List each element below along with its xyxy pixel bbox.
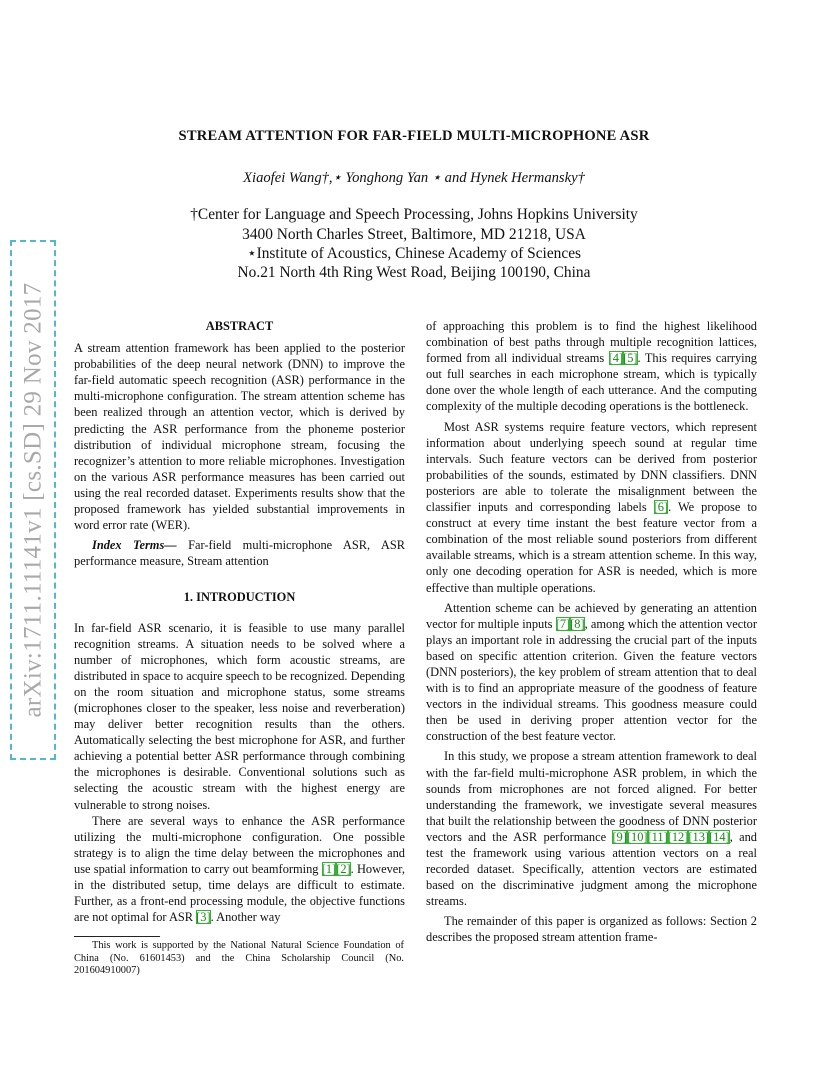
citation-link[interactable]: [11] <box>647 829 668 844</box>
affiliation-line: No.21 North 4th Ring West Road, Beijing 100190, China <box>237 264 591 281</box>
text-span: There are several ways to enhance the ASR performance utilizing the multi-microphone configuration. One possible strategy is to align the time delay between the microphones and use spatial information to carry out beamforming <box>74 813 405 876</box>
affiliation-line: †Center for Language and Speech Processing, Johns Hopkins University <box>190 206 638 223</box>
text-span: . This requires carrying out full searches in each microphone stream, which is typically done over the whole length of each utterance. And the computing complexity of the multiple decoding operations is the bottleneck. <box>426 351 757 414</box>
paragraph <box>426 419 757 596</box>
paper-title: STREAM ATTENTION FOR FAR-FIELD MULTI-MICROPHONE ASR <box>178 128 650 144</box>
text-span: , and test the framework using various attention vectors on a real recorded dataset. Specifically, attention vectors are estimated based on the discriminative judgment among the microphone streams. <box>426 829 757 909</box>
index-terms-text: Far-field multi-microphone ASR, ASR performance measure, Stream attention <box>74 538 405 569</box>
right-column <box>426 318 757 946</box>
citation-link[interactable]: [7] <box>555 616 571 631</box>
footnote-rule <box>74 936 160 937</box>
citation-link[interactable]: [2] <box>336 861 351 876</box>
citation-link[interactable]: [10] <box>626 829 648 844</box>
affiliation-line: 3400 North Charles Street, Baltimore, MD 21218, USA <box>242 226 586 243</box>
paragraph <box>426 318 757 415</box>
paper-authors: Xiaofei Wang†,⋆ Yonghong Yan ⋆ and Hynek Hermansky† <box>243 170 585 186</box>
index-terms <box>74 537 405 569</box>
citation-link[interactable]: [5] <box>623 351 638 366</box>
citation-link[interactable]: [13] <box>688 829 710 844</box>
left-column <box>74 318 405 925</box>
arxiv-stamp <box>10 240 56 760</box>
citation-link[interactable]: [9] <box>612 829 627 844</box>
citation-link[interactable]: [8] <box>570 616 585 631</box>
citation-link[interactable]: [12] <box>667 829 689 844</box>
text-span: of approaching this problem is to find the highest likelihood combination of best paths through multiple recognition lattices, formed from all individual streams <box>426 319 757 366</box>
footnote-text: This work is supported by the National Natural Science Foundation of China (No. 61601453) and the China Scholarship Council (No. 201604910007) <box>74 940 404 977</box>
abstract-text: A stream attention framework has been applied to the posterior probabilities of the deep neural network (DNN) to improve the far-field automatic speech recognition (ASR) performance in the multi-microphone configuration. The stream attention scheme has been realized through an attention vector, which is derived by predicting the ASR performance from the phoneme posterior distribution of individual microphone stream, focusing the recognizer’s attention to more reliable microphones. Investigation on the various ASR performance measures has been carried out using the real recorded dataset. Experiments results show that the proposed framework has yielded substantial improvements in word error rate (WER). <box>74 341 405 533</box>
affiliation-line: ⋆Institute of Acoustics, Chinese Academy of Sciences <box>246 245 582 262</box>
intro-paragraph-2 <box>74 813 405 926</box>
citation-link[interactable]: [1] <box>321 861 337 876</box>
intro-paragraph-1: In far-field ASR scenario, it is feasible to use many parallel recognition streams. A situation needs to be solved where a number of microphones, which form acoustic streams, are distributed in space to acquire speech to be recognized. Depending on the room situation and microphone status, some streams (microphones closer to the speaker, less noise and reverberation) may deliver better recognition results than the others. Automatically selecting the best microphone for ASR, and further achieving a potential better ASR performance through combining the microphones is desirable. Conventional solutions such as selecting the acoustic stream with the highest energy are vulnerable to strong noises. <box>74 620 405 812</box>
text-span: . We propose to construct at every time instant the best feature vector from a combination of the most reliable sound posteriors from different available streams, which is a stream attention scheme. In this way, only one decoding operation for ASR is needed, which is more effective than multiple operations. <box>426 500 757 595</box>
arxiv-stamp-text: arXiv:1711.11141v1 [cs.SD] 29 Nov 2017 <box>19 282 47 718</box>
citation-link[interactable]: [4] <box>608 351 624 366</box>
text-span: , among which the attention vector plays an important role in addressing the crucial part of the inputs based on specific attention criterion. Given the feature vectors (DNN posteriors), the key problem of stream attention that to deal with is to find an appropriate measure of the goodness of feature vectors in the individual streams. This goodness measure could then be used in deriving proper attention vector for the construction of the best feature vector. <box>426 616 757 744</box>
citation-link[interactable]: [3] <box>196 910 211 925</box>
citation-link[interactable]: [6] <box>653 500 669 515</box>
citation-link[interactable]: [14] <box>709 829 730 844</box>
index-terms-label: Index Terms— <box>92 538 177 553</box>
paragraph <box>426 748 757 909</box>
paragraph <box>426 600 757 745</box>
text-span: In this study, we propose a stream attention framework to deal with the far-field multi-microphone ASR problem, in which the sounds from microphones are not forced aligned. For better understanding the framework, we investigate several measures that built the relationship between the goodness of DNN posterior vectors and the ASR performance <box>426 749 757 844</box>
text-span: . Another way <box>210 910 281 925</box>
text-span: Most ASR systems require feature vectors, which represent information about underlying speech sound at regular time intervals. Such feature vectors can be derived from posterior probabilities of the sounds, estimated by DNN classifiers. DNN posteriors are able to tolerate the misalignment between the classifier inputs and corresponding labels <box>426 419 757 515</box>
intro-heading: 1. INTRODUCTION <box>183 590 296 605</box>
footnote <box>74 940 404 978</box>
abstract-heading: ABSTRACT <box>205 319 274 333</box>
paragraph: The remainder of this paper is organized as follows: Section 2 describes the proposed stream attention frame- <box>426 914 757 945</box>
text-span: . However, in the distributed setup, time delays are difficult to estimate. Further, as a front-end processing module, the objective functions are not optimal for ASR <box>74 861 405 925</box>
text-span: Attention scheme can be achieved by generating an attention vector for multiple inputs <box>426 600 757 631</box>
